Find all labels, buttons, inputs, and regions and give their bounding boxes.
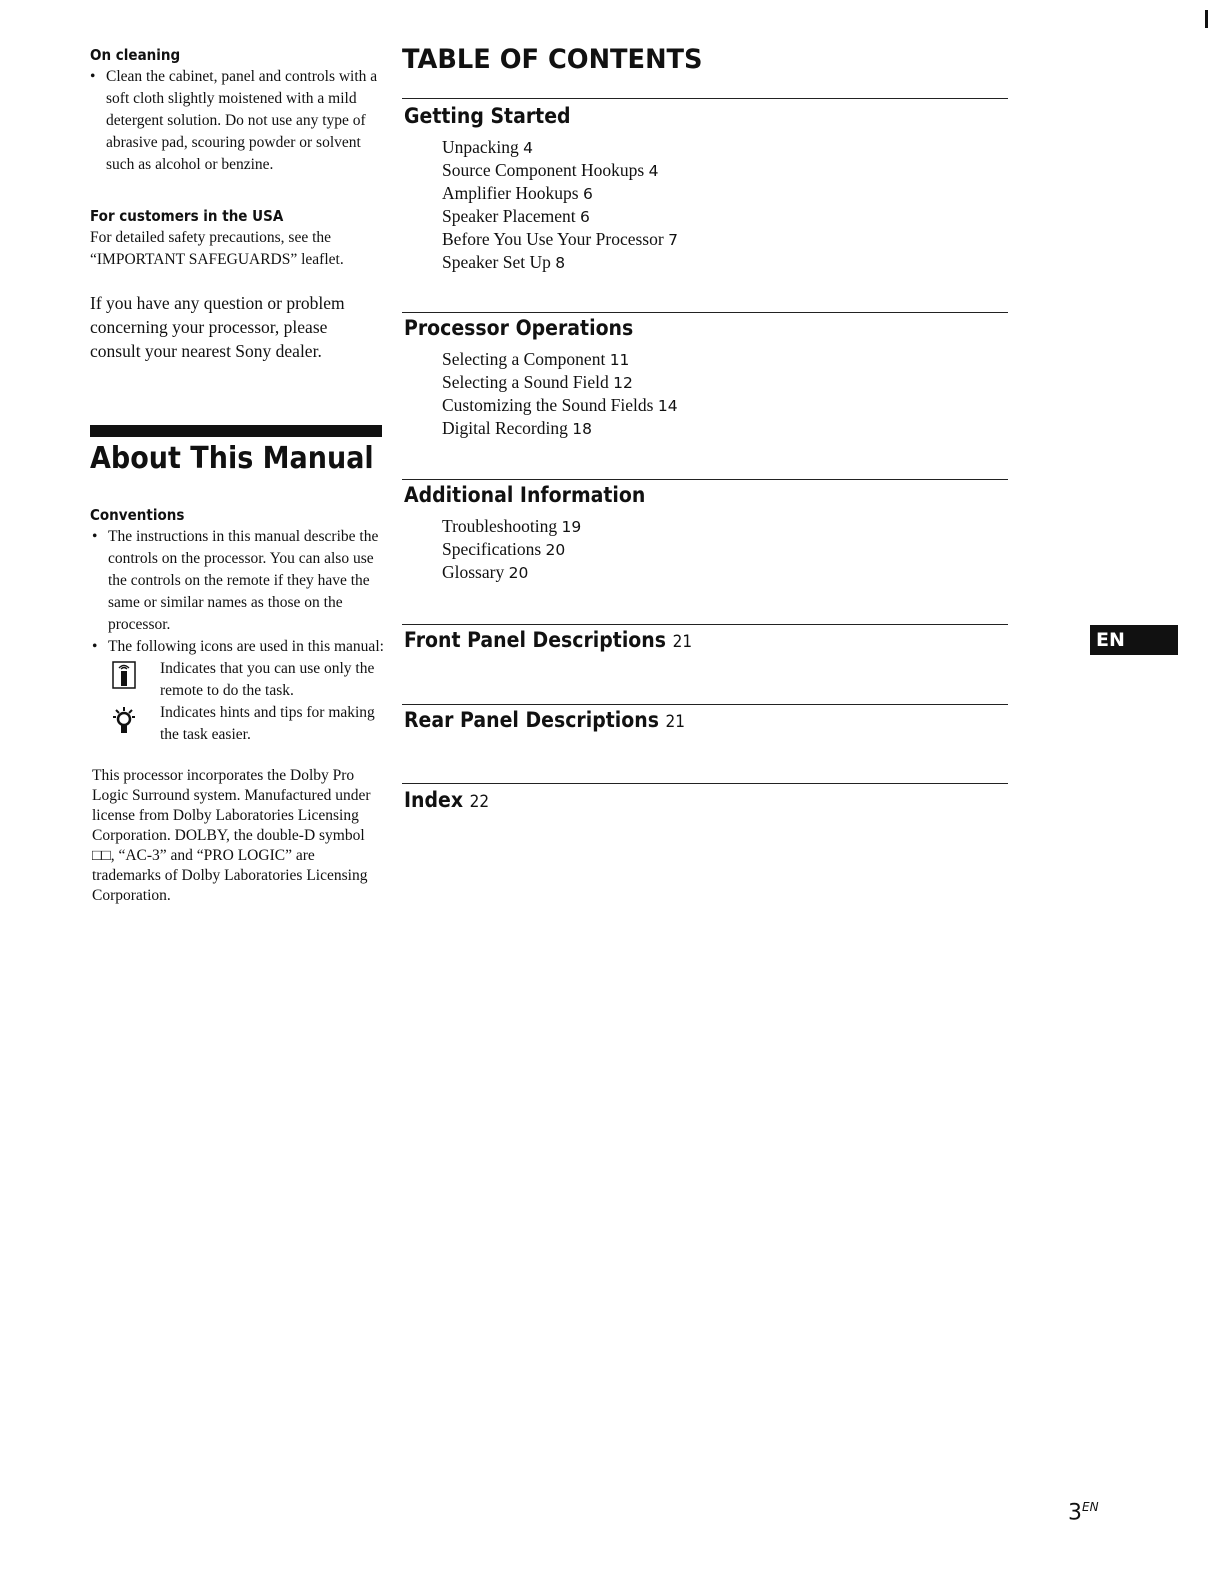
toc-item-label: Speaker Placement <box>442 206 576 226</box>
toc-divider <box>402 783 1008 784</box>
page-number <box>1068 1500 1099 1525</box>
toc-section-title: Getting Started <box>404 104 571 128</box>
toc-section-page: 21 <box>672 632 693 652</box>
toc-divider <box>402 704 1008 705</box>
remote-icon-row <box>112 658 385 702</box>
toc-item-page: 18 <box>572 420 592 438</box>
toc-item-label: Selecting a Sound Field <box>442 372 609 392</box>
toc-item-page: 20 <box>545 541 566 559</box>
toc-divider <box>402 479 1008 480</box>
toc-item-label: Digital Recording <box>442 418 568 438</box>
toc-item-page: 4 <box>523 139 534 157</box>
remote-icon <box>112 661 138 694</box>
conventions-bullet-1: • The instructions in this manual describe the controls on the processor. You can also use the controls on the remote if they have the same or similar names as those on the processor. <box>92 526 391 636</box>
section-bar <box>90 425 382 437</box>
toc-item-page: 6 <box>580 208 590 226</box>
toc-item-page: 7 <box>668 231 678 249</box>
toc-section-page: 21 <box>665 712 686 732</box>
toc-item-page: 6 <box>582 185 593 203</box>
toc-title: TABLE OF CONTENTS <box>402 44 703 75</box>
cleaning-text: • Clean the cabinet, panel and controls with a soft cloth slightly moistened with a mild detergent solution. Do not use any type of abrasive pad, scouring powder or solvent such as alcohol or benzine. <box>90 66 386 176</box>
toc-item-label: Amplifier Hookups <box>442 183 579 203</box>
toc-item-label: Troubleshooting <box>442 516 558 536</box>
toc-section-title: Index <box>404 788 464 812</box>
toc-item-label: Selecting a Component <box>442 349 606 369</box>
toc-section-title: Front Panel Descriptions <box>404 628 666 652</box>
toc-item-page: 14 <box>657 397 678 415</box>
toc-item-label: Source Component Hookups <box>442 160 645 180</box>
toc-item-page: 20 <box>508 564 529 582</box>
toc-section-heading[interactable] <box>404 483 645 507</box>
toc-item[interactable] <box>442 538 581 561</box>
toc-section-heading[interactable] <box>404 628 692 652</box>
toc-divider <box>402 98 1008 99</box>
toc-divider <box>402 624 1008 625</box>
toc-item-page: 19 <box>561 518 582 536</box>
toc-section-heading[interactable] <box>404 788 489 812</box>
toc-item[interactable] <box>442 182 678 205</box>
left-column <box>90 45 385 906</box>
tip-lightbulb-icon <box>112 705 138 740</box>
about-manual-title: About This Manual <box>90 441 374 476</box>
toc-item[interactable] <box>442 205 678 228</box>
toc-section-heading[interactable] <box>404 316 633 340</box>
toc-section-title: Rear Panel Descriptions <box>404 708 659 732</box>
toc-section-title: Processor Operations <box>404 316 634 340</box>
usa-text: For detailed safety precautions, see the “IMPORTANT SAFEGUARDS” leaflet. <box>90 229 344 268</box>
conventions-bullet-2: • The following icons are used in this manual: <box>92 636 388 658</box>
usa-heading: For customers in the USA <box>90 207 284 225</box>
toc-section-title: Additional Information <box>404 483 646 507</box>
toc-section-heading[interactable] <box>404 708 685 732</box>
toc-item-page: 4 <box>648 162 659 180</box>
toc-item-list <box>442 348 678 440</box>
toc-item[interactable] <box>442 136 678 159</box>
conventions-heading: Conventions <box>90 506 185 524</box>
toc-item[interactable] <box>442 159 678 182</box>
toc-item-page: 8 <box>555 254 566 272</box>
toc-item[interactable] <box>442 371 678 394</box>
toc-item-label: Before You Use Your Processor <box>442 229 664 249</box>
page-number-value: 3 <box>1068 1500 1082 1526</box>
remote-icon-text: Indicates that you can use only the remote to do the task. <box>160 660 375 699</box>
crop-mark <box>1205 10 1208 28</box>
tip-icon-text: Indicates hints and tips for making the task easier. <box>160 704 375 743</box>
toc-section-heading[interactable] <box>404 104 571 128</box>
toc-item-label: Unpacking <box>442 137 519 157</box>
toc-item-list <box>442 136 678 274</box>
toc-item-label: Specifications <box>442 539 542 559</box>
toc-item[interactable] <box>442 251 678 274</box>
toc-divider <box>402 312 1008 313</box>
question-text: If you have any question or problem concerning your processor, please consult your nearest Sony dealer. <box>90 293 345 361</box>
toc-item-page: 12 <box>613 374 633 392</box>
toc-item[interactable] <box>442 228 678 251</box>
toc-item[interactable] <box>442 394 678 417</box>
page-number-suffix: EN <box>1082 1500 1099 1514</box>
toc-item[interactable] <box>442 348 678 371</box>
on-cleaning-heading: On cleaning <box>90 46 181 64</box>
toc-item[interactable] <box>442 561 581 584</box>
dolby-notice: This processor incorporates the Dolby Pro Logic Surround system. Manufactured under license from Dolby Laboratories Licensing Corporation. DOLBY, the double-D symbol □□, “AC-3” and “PRO LOGIC” are trademarks of Dolby Laboratories Licensing Corporation. <box>92 767 371 904</box>
toc-item-label: Customizing the Sound Fields <box>442 395 654 415</box>
toc-item-label: Glossary <box>442 562 505 582</box>
toc-item-list <box>442 515 581 584</box>
toc-item[interactable] <box>442 417 678 440</box>
tip-icon-row <box>112 702 385 746</box>
toc-item-page: 11 <box>609 351 630 369</box>
toc-section-page: 22 <box>469 792 490 812</box>
language-tab-en: EN <box>1090 625 1178 655</box>
toc-item[interactable] <box>442 515 581 538</box>
toc-item-label: Speaker Set Up <box>442 252 551 272</box>
